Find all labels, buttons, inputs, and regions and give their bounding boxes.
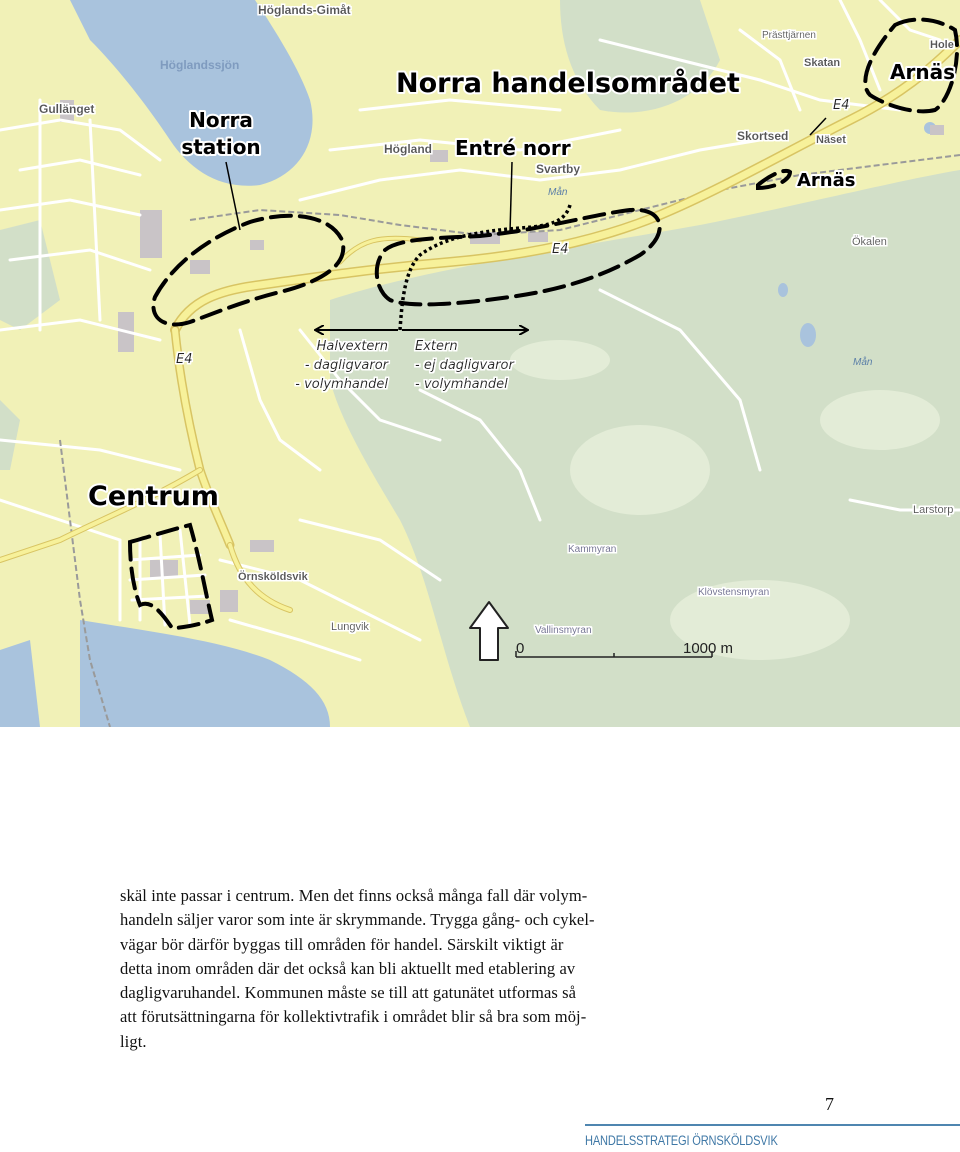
body-paragraph — [120, 884, 680, 1054]
place-label-okalen: Ökalen — [852, 236, 887, 248]
body-line: att förutsättningarna för kollektivtrafik i området blir så bra som möj- — [120, 1007, 587, 1027]
legend-halvextern-item-1: - dagligvaror — [304, 358, 388, 373]
place-label-larstorp: Larstorp — [913, 504, 954, 516]
place-label-hoglands-gimat: Höglands-Gimåt — [258, 3, 351, 17]
place-label-man-top: Mån — [548, 187, 568, 198]
place-label-skatan: Skatan — [804, 57, 841, 69]
place-label-ornskoldsvik: Örnsköldsvik — [238, 571, 308, 583]
label-norra-station-line-1: Norra — [189, 108, 253, 132]
road-label-e4-east: E4 — [833, 98, 850, 113]
label-arnas-mid: Arnäs — [797, 170, 856, 191]
body-line: ligt. — [120, 1031, 147, 1051]
place-label-man-right: Mån — [853, 357, 873, 368]
legend-extern-item-1: - ej dagligvaror — [415, 358, 514, 373]
label-norra-handelsomradet: Norra handelsområdet — [396, 68, 740, 99]
place-label-svartby: Svartby — [536, 162, 581, 176]
body-line: skäl inte passar i centrum. Men det finns också många fall där volym- — [120, 886, 588, 905]
place-label-hogland: Högland — [384, 142, 432, 156]
scale-bar-start-label: 0 — [516, 640, 525, 657]
footer-document-title: HANDELSSTRATEGI ÖRNSKÖLDSVIK — [585, 1133, 778, 1148]
place-label-prasttjarnen: Prästtjärnen — [762, 30, 816, 41]
place-label-vallinsmyran: Vallinsmyran — [535, 625, 592, 636]
place-label-naset: Näset — [816, 134, 846, 146]
legend-halvextern-item-2: - volymhandel — [295, 377, 388, 392]
label-centrum: Centrum — [88, 481, 219, 512]
legend-extern-title: Extern — [415, 339, 458, 354]
label-norra-station-line-2: station — [181, 135, 261, 159]
place-label-hoglandssjon: Höglandssjön — [160, 58, 240, 72]
road-label-e4-west: E4 — [176, 352, 193, 367]
legend-halvextern-title: Halvextern — [316, 339, 388, 354]
body-line: detta inom områden där det också kan bli aktuellt med etablering av — [120, 958, 576, 978]
place-label-lungvik: Lungvik — [331, 621, 369, 633]
place-label-kammyran: Kammyran — [568, 544, 617, 555]
body-line: handeln säljer varor som inte är skrymmande. Trygga gång- och cykel- — [120, 910, 595, 930]
place-label-klovstensmyran: Klövstensmyran — [698, 587, 770, 598]
page-number: 7 — [825, 1094, 834, 1114]
place-label-gullanget: Gullänget — [39, 102, 95, 116]
scale-bar-end-label: 1000 m — [683, 640, 734, 657]
road-label-e4-mid: E4 — [552, 242, 569, 257]
body-line: dagligvaruhandel. Kommunen måste se till att gatunätet utformas så — [120, 983, 577, 1003]
label-arnas-east: Arnäs — [890, 60, 955, 84]
footer-divider — [585, 1124, 960, 1126]
place-label-skortsed: Skortsed — [737, 129, 789, 143]
place-label-hole: Hole — [930, 39, 954, 51]
label-entre-norr: Entré norr — [455, 136, 571, 160]
body-line: vägar bör därför byggas till områden för handel. Särskilt viktigt är — [120, 934, 564, 954]
legend-extern-item-2: - volymhandel — [415, 377, 508, 392]
